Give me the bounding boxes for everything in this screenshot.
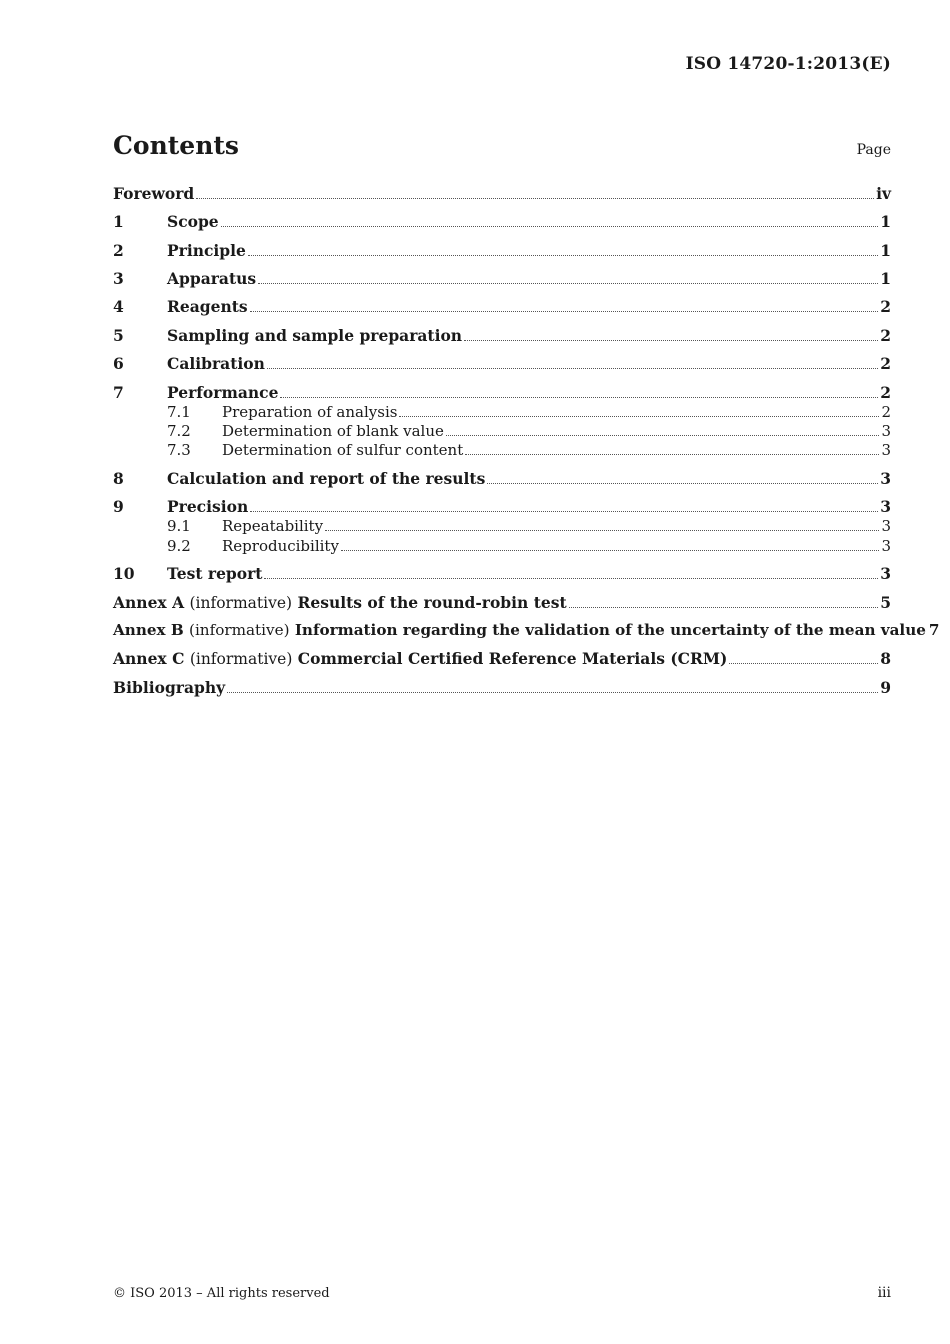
toc-entry-number: 9: [113, 497, 124, 516]
toc-entry-sulfur-content[interactable]: [113, 441, 891, 459]
toc-entry-title: Principle: [167, 241, 246, 260]
toc-entry-page: iv: [876, 184, 891, 203]
dot-leader: [341, 549, 880, 551]
toc-entry-title: Precision: [167, 497, 249, 516]
dot-leader: [487, 482, 878, 484]
copyright-notice: © ISO 2013 – All rights reserved: [113, 1286, 330, 1301]
dot-leader: [729, 662, 878, 664]
toc-entry-title: Calculation and report of the results: [167, 469, 486, 488]
toc-entry-calculation[interactable]: [113, 469, 891, 488]
toc-entry-number: 9.1: [167, 517, 191, 535]
toc-entry-number: 9.2: [167, 537, 191, 555]
dot-leader: [446, 434, 880, 436]
toc-entry-number: 7.2: [167, 422, 191, 440]
annex-label: Annex B: [113, 621, 184, 639]
toc-entry-title: Apparatus: [167, 269, 257, 288]
toc-entry-page: 2: [880, 326, 891, 345]
toc-entry-title: [113, 593, 567, 612]
toc-entry-page: 3: [880, 497, 891, 516]
toc-entry-principle[interactable]: [113, 241, 891, 260]
toc-entry-title: Determination of blank value: [222, 422, 444, 440]
toc-entry-reproducibility[interactable]: [113, 537, 891, 555]
toc-entry-annex-b[interactable]: [113, 621, 940, 639]
toc-entry-scope[interactable]: [113, 212, 891, 231]
toc-entry-page: 3: [881, 517, 891, 535]
toc-entry-number: 3: [113, 269, 124, 288]
toc-entry-performance[interactable]: [113, 383, 891, 402]
dot-leader: [569, 606, 879, 608]
toc-entry-apparatus[interactable]: [113, 269, 891, 288]
toc-entry-title: Foreword: [113, 184, 195, 203]
toc-entry-number: 7.3: [167, 441, 191, 459]
toc-entry-title: Performance: [167, 383, 279, 402]
toc-entry-title: Preparation of analysis: [222, 403, 398, 421]
toc-entry-page: 3: [881, 422, 891, 440]
toc-entry-calibration[interactable]: [113, 354, 891, 373]
toc-entry-number: 7.1: [167, 403, 191, 421]
annex-title: Commercial Certified Reference Materials (CRM): [297, 649, 728, 668]
toc-entry-number: 2: [113, 241, 124, 260]
toc-entry-repeatability[interactable]: [113, 517, 891, 535]
toc-entry-page: 3: [881, 537, 891, 555]
dot-leader: [465, 453, 879, 455]
toc-entry-bibliography[interactable]: [113, 678, 891, 697]
toc-entry-number: 6: [113, 354, 124, 373]
contents-heading: Contents: [113, 131, 240, 160]
annex-title: Information regarding the validation of the uncertainty of the mean value: [294, 621, 926, 639]
dot-leader: [258, 282, 878, 284]
dot-leader: [227, 691, 878, 693]
toc-entry-page: 2: [880, 297, 891, 316]
annex-label: Annex A: [113, 593, 185, 612]
page-number: iii: [877, 1285, 891, 1301]
toc-entry-title: Bibliography: [113, 678, 226, 697]
dot-leader: [464, 339, 878, 341]
toc-entry-page: 9: [880, 678, 891, 697]
dot-leader: [196, 197, 874, 199]
annex-label: Annex C: [113, 649, 185, 668]
toc-entry-number: 5: [113, 326, 124, 345]
toc-entry-title: Determination of sulfur content: [222, 441, 464, 459]
toc-entry-page: 3: [880, 564, 891, 583]
toc-entry-title: Reproducibility: [222, 537, 339, 555]
toc-entry-annex-a[interactable]: [113, 593, 891, 612]
toc-entry-page: 5: [880, 593, 891, 612]
toc-entry-title: [113, 621, 926, 639]
dot-leader: [221, 225, 879, 227]
toc-entry-page: 8: [880, 649, 891, 668]
dot-leader: [250, 510, 878, 512]
toc-entry-title: Test report: [167, 564, 263, 583]
annex-informative: (informative): [189, 650, 293, 668]
dot-leader: [248, 254, 878, 256]
toc-entry-blank-value[interactable]: [113, 422, 891, 440]
toc-entry-preparation-of-analysis[interactable]: [113, 403, 891, 421]
dot-leader: [325, 529, 879, 531]
toc-entry-title: Calibration: [167, 354, 265, 373]
toc-entry-foreword[interactable]: [113, 184, 891, 203]
dot-leader: [280, 396, 878, 398]
toc-entry-number: 10: [113, 564, 135, 583]
annex-informative: (informative): [189, 621, 290, 639]
page-column-label: Page: [856, 142, 891, 158]
toc-entry-number: 1: [113, 212, 124, 231]
toc-entry-number: 7: [113, 383, 124, 402]
dot-leader: [250, 310, 879, 312]
toc-entry-test-report[interactable]: [113, 564, 891, 583]
toc-entry-page: 1: [880, 241, 891, 260]
toc-entry-number: 4: [113, 297, 124, 316]
toc-entry-title: Scope: [167, 212, 219, 231]
toc-entry-annex-c[interactable]: [113, 649, 891, 668]
toc-entry-page: 3: [881, 441, 891, 459]
annex-informative: (informative): [189, 594, 293, 612]
toc-entry-sampling[interactable]: [113, 326, 891, 345]
toc-entry-page: 1: [880, 212, 891, 231]
toc-entry-page: 7: [928, 621, 940, 639]
toc-entry-page: 3: [880, 469, 891, 488]
toc-entry-page: 2: [881, 403, 891, 421]
document-id: ISO 14720-1:2013(E): [685, 54, 891, 74]
toc-entry-number: 8: [113, 469, 124, 488]
annex-title: Results of the round-robin test: [297, 593, 567, 612]
dot-leader: [399, 415, 879, 417]
toc-entry-title: Reagents: [167, 297, 248, 316]
toc-entry-title: [113, 649, 727, 668]
toc-entry-precision[interactable]: [113, 497, 891, 516]
toc-entry-page: 2: [880, 383, 891, 402]
toc-entry-reagents[interactable]: [113, 297, 891, 316]
toc-entry-title: Repeatability: [222, 517, 324, 535]
dot-leader: [264, 577, 878, 579]
dot-leader: [267, 367, 878, 369]
toc-entry-page: 2: [880, 354, 891, 373]
toc-entry-page: 1: [880, 269, 891, 288]
toc-entry-title: Sampling and sample preparation: [167, 326, 463, 345]
